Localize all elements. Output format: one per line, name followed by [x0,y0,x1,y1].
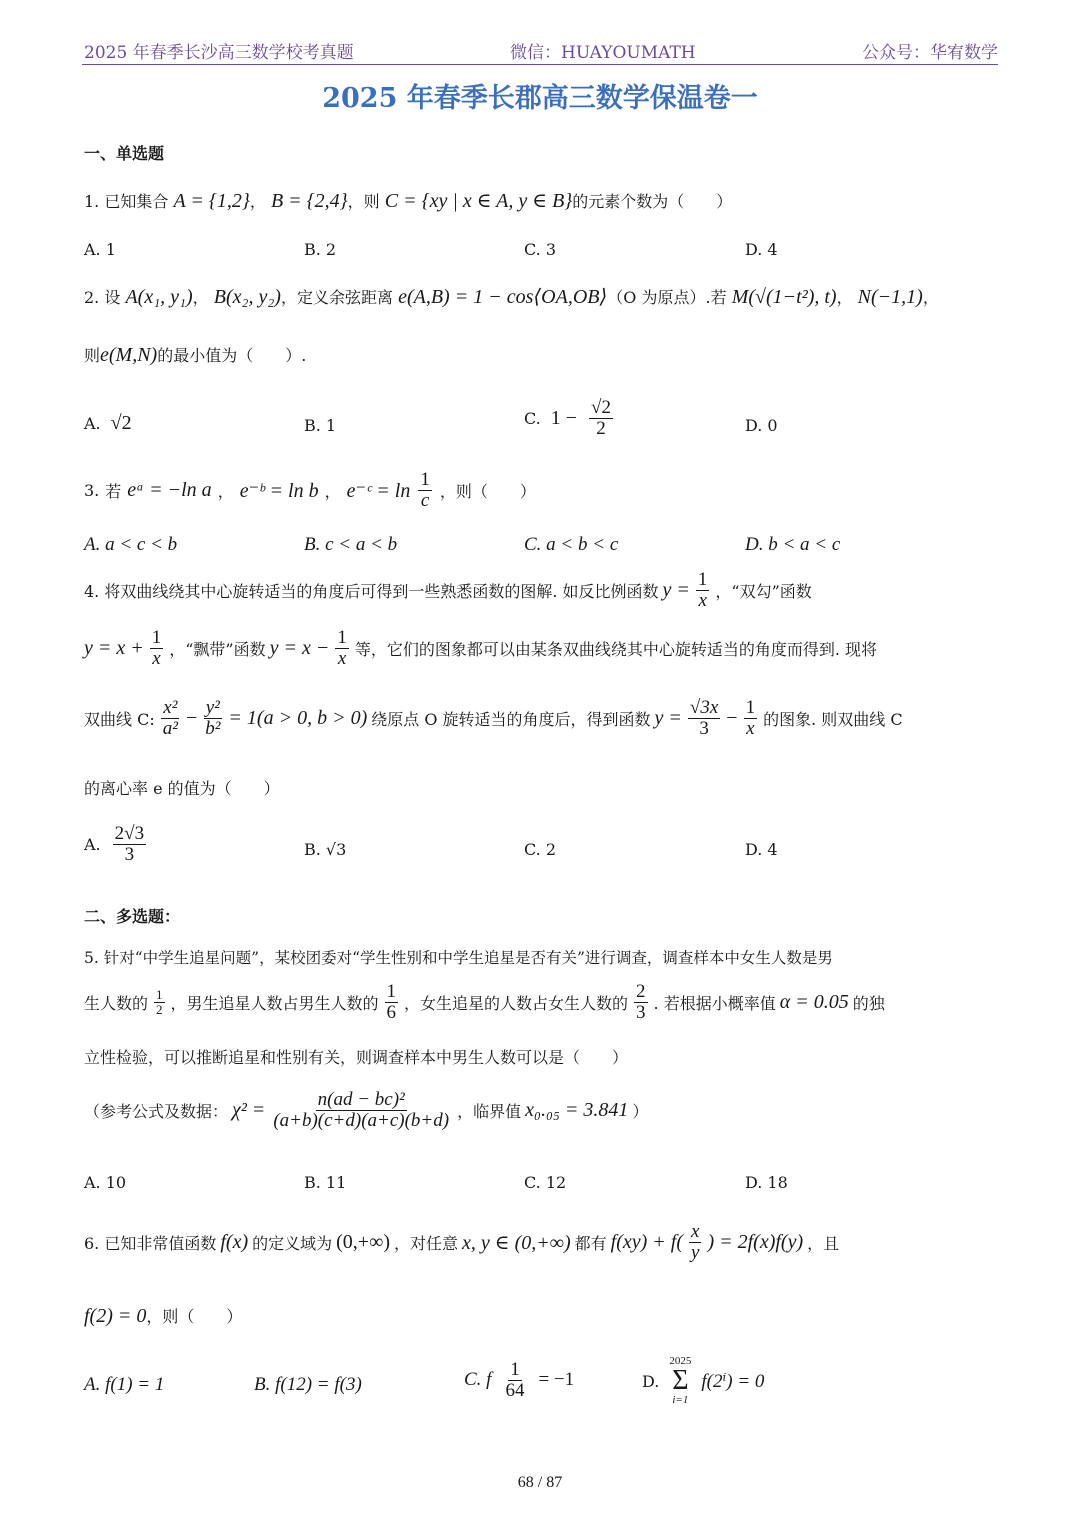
q2-option-c: C. 1 − $\frac{√2}{2}$ [524,397,611,439]
q6-option-b: B. f(12) = f(3) [254,1374,362,1395]
q4-option-d: D. 4 [745,840,778,859]
q5-option-d: D. 18 [745,1173,788,1192]
section-multi-choice: 二、多选题： [84,907,181,926]
q3-option-d: D. b < a < c [745,534,841,555]
q2-option-b: B. 1 [304,416,337,435]
q3-option-b: B. c < a < b [304,534,398,555]
q6-option-d: D. 2025 Σ i=1 f(2ⁱ) = 0 [642,1355,765,1406]
page-number: 68 / 87 [517,1474,563,1491]
q6-option-a: A. f(1) = 1 [84,1374,165,1395]
q4-option-c: C. 2 [524,840,557,859]
q1-option-d: D. 4 [745,240,778,259]
q1-option-c: C. 3 [524,240,557,259]
header-center: 微信：HUAYOUMATH [510,43,696,63]
question-6-line2: f(2) = 0，则（ ） [84,1305,243,1327]
header-left: 2025 年春季长沙高三数学校考真题 [84,43,354,63]
question-4-line4: 的离心率 e 的值为（ ） [84,779,280,798]
question-5-line1: 5. 针对“中学生追星问题”，某校团委对“学生性别和中学生追星是否有关”进行调查，调查样本中女生人数是男 [84,949,833,967]
question-4-line2: y = x + $\frac{1}{x}$ ，“飘带”函数 y = x − $\frac{1}{x}$ 等，它们的图象都可以由某条双曲线绕其中心旋转适当的角度而得到. 现将 [84,627,878,669]
question-4-line3: 双曲线 C: $\frac{\text{x²}}{\text{a²}}$ − $\frac{\text{y²}}{\text{b²}}$ = 1(a > 0, b > 0) 绕原点 O 旋转适当的角度后，得到函数 y = $\frac{√3x}{3}$ − $\frac{1}{x}$ 的图象. 则双曲线 C [84,697,903,739]
q1-option-b: B. 2 [304,240,337,259]
q1-option-a: A. 1 [84,240,116,259]
question-5-reference: （参考公式及数据： χ² = $\frac{\text{n(ad − bc)²}}{(a+b)(c+d)(a+c)(b+d)}$ ，临界值 x₀.₀₅ = 3.841 ） [84,1089,649,1131]
q4-option-a: A. $\frac{2√3}{3}$ [84,823,145,865]
q3-option-c: C. a < b < c [524,534,619,555]
question-1: 1. 已知集合 A = {1,2}， B = {2,4}，则 C = {xy | x ∈ A, y ∈ B}的元素个数为（ ） [84,190,733,212]
question-5-line3: 立性检验，可以推断追星和性别有关，则调查样本中男生人数可以是（ ） [84,1048,629,1067]
header-rule [82,64,998,65]
q2-option-a: A. √2 [84,412,132,434]
section-single-choice: 一、单选题 [84,144,165,163]
q5-option-b: B. 11 [304,1173,347,1192]
question-6-line1: 6. 已知非常值函数 f(x) 的定义域为 (0,+∞) ，对任意 x, y ∈ (0,+∞) 都有 f(xy) + f( $\frac{x}{y}$ ) = 2f(x)f(y) ，且 [84,1221,840,1263]
q4-option-b: B. √3 [304,840,347,859]
q3-option-a: A. a < c < b [84,534,178,555]
question-3: 3. 若 eᵃ = −ln a ， e⁻ᵇ = ln b ， e⁻ᶜ = ln $\frac{1}{c}$ ，则（ ） [84,469,536,511]
q6-option-c: C. f $\frac{1}{64}$ = −1 [464,1359,575,1401]
q2-option-d: D. 0 [745,416,778,435]
question-4-line1: 4. 将双曲线绕其中心旋转适当的角度后可得到一些熟悉函数的图解. 如反比例函数 y = $\frac{1}{x}$ ，“双勾”函数 [84,569,812,611]
header-right: 公众号：华宥数学 [862,43,998,63]
q5-option-c: C. 12 [524,1173,567,1192]
question-2-line2: 则e(M,N)的最小值为（ ）. [84,344,307,366]
question-2-line1: 2. 设 A(x₁, y₁)， B(x₂, y₂)，定义余弦距离 e(A,B) = 1 − cos⟨OA,OB⟩（O 为原点）.若 M(√(1−t²), t)， N(−1,1)， [84,286,939,308]
page-title: 2025 年春季长郡高三数学保温卷一 [322,83,758,114]
question-5-line2: 生人数的 $\frac{1}{2}$ ，男生追星人数占男生人数的 $\frac{1}{6}$ ，女生追星的人数占女生人数的 $\frac{2}{3}$ . 若根据小概率值 α = 0.05 的独 [84,981,885,1023]
q5-option-a: A. 10 [84,1173,127,1192]
